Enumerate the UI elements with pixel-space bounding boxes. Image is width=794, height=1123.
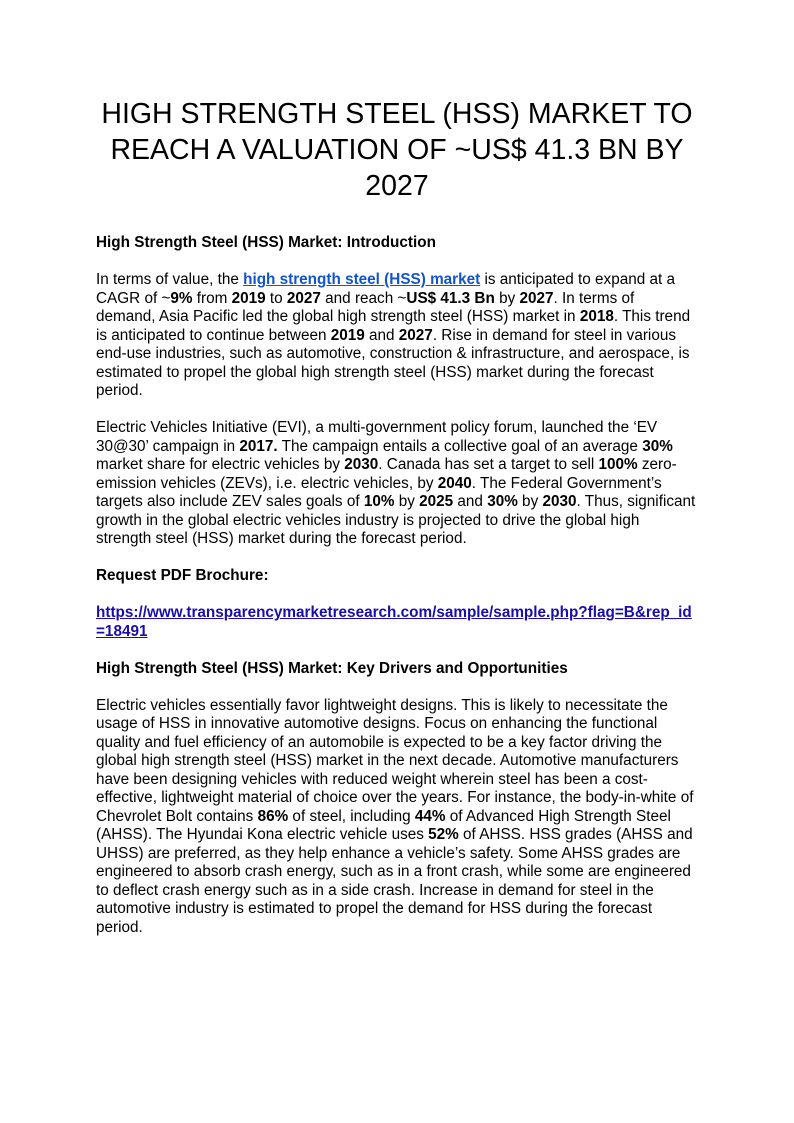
intro-heading: High Strength Steel (HSS) Market: Introduction: [96, 234, 436, 251]
hss-market-link[interactable]: high strength steel (HSS) market: [243, 271, 481, 288]
brochure-heading: Request PDF Brochure:: [96, 567, 269, 584]
document-title: HIGH STRENGTH STEEL (HSS) MARKET TO REACH A VALUATION OF ~US$ 41.3 BN BY 2027: [101, 98, 693, 202]
drivers-paragraph-1: Electric vehicles essentially favor lightweight designs. This is likely to necessitate the usage of HSS in innovative automotive designs. Focus on enhancing the functional quality and fuel efficiency of an automobile is expected to be a key factor driving the global high strength steel (HSS) market in the next decade. Automotive manufacturers have been designing vehicles with reduced weight wherein steel has been a cost-effective, lightweight material of choice over the years. For instance, the body-in-white of Chevrolet Bolt contains 86% of steel, including 44% of Advanced High Strength Steel (AHSS). The Hyundai Kona electric vehicle uses 52% of AHSS. HSS grades (AHSS and UHSS) are preferred, as they help enhance a vehicle’s safety. Some AHSS grades are engineered to absorb crash energy, such as in a front crash, while some are engineered to deflect crash energy such as in a side crash. Increase in demand for steel in the automotive industry is estimated to propel the demand for HSS during the forecast period.: [96, 696, 694, 936]
intro-paragraph-1: In terms of value, the high strength steel (HSS) market is anticipated to expand at a CAGR of ~9% from 2019 to 2027 and reach ~US$ 41.3 Bn by 2027. In terms of demand, Asia Pacific led the global high strength steel (HSS) market in 2018. This trend is anticipated to continue between 2019 and 2027. Rise in demand for steel in various end-use industries, such as automotive, construction & infrastructure, and aerospace, is estimated to propel the global high strength steel (HSS) market during the forecast period.: [96, 271, 691, 399]
intro-paragraph-2: Electric Vehicles Initiative (EVI), a multi-government policy forum, launched the ‘EV 30@30’ campaign in 2017. The campaign entails a collective goal of an average 30% market share for electric vehicles by 2030. Canada has set a target to sell 100% zero-emission vehicles (ZEVs), i.e. electric vehicles, by 2040. The Federal Government’s targets also include ZEV sales goals of 10% by 2025 and 30% by 2030. Thus, significant growth in the global electric vehicles industry is projected to drive the global high strength steel (HSS) market during the forecast period.: [96, 419, 696, 547]
brochure-link-paragraph: [96, 604, 698, 641]
document-page: [96, 96, 698, 937]
brochure-link[interactable]: https://www.transparencymarketresearch.com/sample/sample.php?flag=B&rep_id=18491: [96, 604, 692, 640]
drivers-heading: High Strength Steel (HSS) Market: Key Drivers and Opportunities: [96, 659, 568, 677]
